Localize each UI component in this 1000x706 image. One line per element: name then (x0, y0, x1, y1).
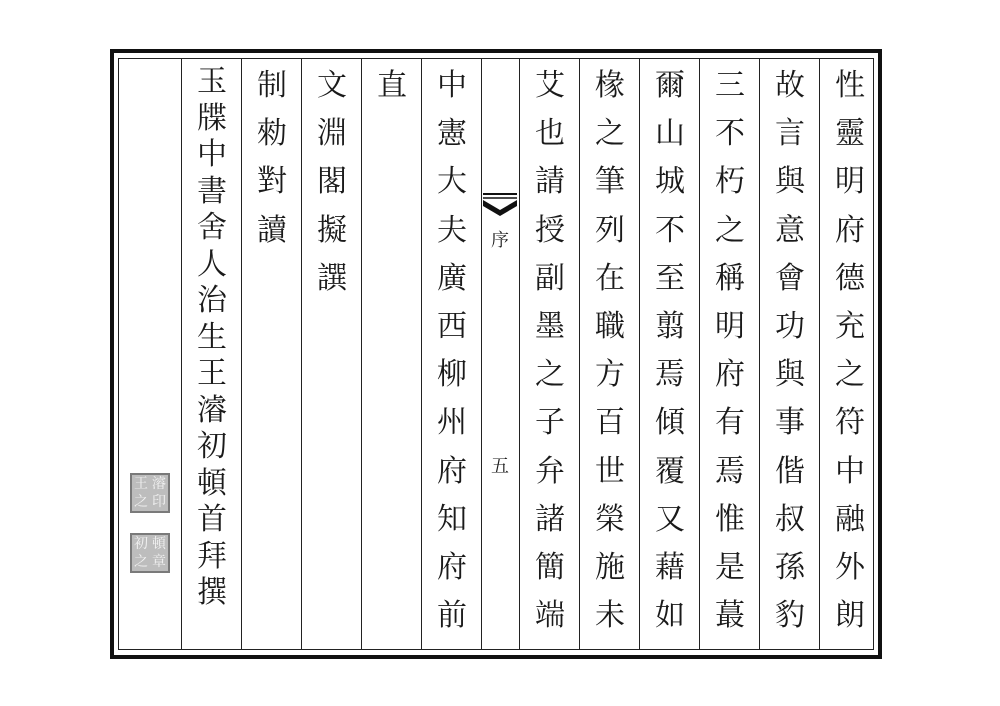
text-char: 夫 (437, 212, 467, 248)
text-char: 朗 (835, 598, 865, 634)
text-char: 中 (197, 137, 227, 173)
text-char: 未 (595, 598, 625, 634)
fishtail-ornament-icon (483, 192, 517, 218)
text-char: 生 (197, 319, 227, 355)
text-column (304, 62, 360, 303)
text-char: 言 (775, 116, 805, 152)
text-char: 會 (775, 260, 805, 296)
text-char: 治 (197, 283, 227, 319)
column-rule (181, 58, 182, 650)
text-char: 直 (377, 68, 407, 104)
text-char: 如 (655, 598, 685, 634)
text-char: 不 (655, 212, 685, 248)
text-char: 明 (715, 309, 745, 345)
text-char: 偕 (775, 453, 805, 489)
text-char: 對 (257, 164, 287, 200)
text-char: 府 (835, 212, 865, 248)
text-column (424, 62, 480, 640)
text-char: 明 (835, 164, 865, 200)
text-char: 性 (835, 68, 865, 104)
text-char: 王 (197, 356, 227, 392)
text-char: 濬 (197, 392, 227, 428)
text-char: 知 (437, 501, 467, 537)
seal-char: 之 (134, 554, 148, 570)
text-char: 孫 (775, 549, 805, 585)
text-char: 子 (535, 405, 565, 441)
seal-char: 王 (134, 476, 148, 492)
column-rule (301, 58, 302, 650)
text-column (822, 62, 878, 640)
seal-stamp (130, 533, 170, 573)
text-char: 授 (535, 212, 565, 248)
text-char: 艾 (535, 68, 565, 104)
text-char: 制 (257, 68, 287, 104)
text-char: 世 (595, 453, 625, 489)
text-char: 蕞 (715, 598, 745, 634)
text-char: 柳 (437, 357, 467, 393)
text-char: 叔 (775, 501, 805, 537)
text-char: 請 (535, 164, 565, 200)
text-char: 副 (535, 260, 565, 296)
text-char: 外 (835, 549, 865, 585)
text-char: 之 (835, 357, 865, 393)
text-char: 職 (595, 309, 625, 345)
seal-char: 頓 (152, 536, 166, 552)
center-fold-left-rule (481, 58, 482, 650)
text-char: 諸 (535, 501, 565, 537)
center-fold-right-rule (519, 58, 520, 650)
text-char: 前 (437, 598, 467, 634)
text-char: 三 (715, 68, 745, 104)
text-char: 大 (437, 164, 467, 200)
text-char: 頓 (197, 465, 227, 501)
text-char: 百 (595, 405, 625, 441)
text-column (364, 62, 420, 110)
text-char: 書 (197, 173, 227, 209)
text-char: 拜 (197, 538, 227, 574)
text-char: 稱 (715, 260, 745, 296)
text-char: 不 (715, 116, 745, 152)
text-char: 意 (775, 212, 805, 248)
text-char: 讀 (257, 212, 287, 248)
text-char: 墨 (535, 309, 565, 345)
text-char: 中 (437, 68, 467, 104)
text-char: 撰 (197, 575, 227, 611)
text-char: 德 (835, 260, 865, 296)
text-char: 舍 (197, 210, 227, 246)
column-rule (699, 58, 700, 650)
text-char: 城 (655, 164, 685, 200)
column-rule (639, 58, 640, 650)
text-char: 譔 (317, 260, 347, 296)
text-char: 玉 (197, 64, 227, 100)
text-char: 爾 (655, 68, 685, 104)
text-char: 府 (715, 357, 745, 393)
text-column (522, 62, 578, 640)
text-char: 府 (437, 549, 467, 585)
seal-char: 初 (134, 536, 148, 552)
text-column-signature (184, 64, 240, 612)
text-char: 文 (317, 68, 347, 104)
text-char: 是 (715, 549, 745, 585)
text-char: 故 (775, 68, 805, 104)
text-char: 之 (715, 212, 745, 248)
text-char: 州 (437, 405, 467, 441)
text-char: 融 (835, 501, 865, 537)
text-char: 惟 (715, 501, 745, 537)
text-char: 弁 (535, 453, 565, 489)
text-char: 筆 (595, 164, 625, 200)
text-char: 又 (655, 501, 685, 537)
text-char: 事 (775, 405, 805, 441)
seal-char: 印 (152, 494, 166, 510)
text-char: 在 (595, 260, 625, 296)
text-char: 功 (775, 309, 805, 345)
spine-section-title: 序 (491, 230, 509, 251)
text-char: 廣 (437, 260, 467, 296)
text-char: 有 (715, 405, 745, 441)
spine-page-number: 五 (491, 456, 509, 477)
text-char: 朽 (715, 164, 745, 200)
text-char: 符 (835, 405, 865, 441)
text-char: 簡 (535, 549, 565, 585)
text-char: 閣 (317, 164, 347, 200)
text-char: 之 (595, 116, 625, 152)
text-char: 牒 (197, 100, 227, 136)
seal-stamp (130, 473, 170, 513)
text-char: 與 (775, 164, 805, 200)
text-char: 傾 (655, 405, 685, 441)
text-char: 勑 (257, 116, 287, 152)
text-char: 西 (437, 309, 467, 345)
text-char: 端 (535, 598, 565, 634)
text-column (762, 62, 818, 640)
text-char: 焉 (715, 453, 745, 489)
text-char: 府 (437, 453, 467, 489)
text-column (244, 62, 300, 255)
text-char: 至 (655, 260, 685, 296)
text-char: 翦 (655, 309, 685, 345)
text-char: 施 (595, 549, 625, 585)
seal-char: 濬 (152, 476, 166, 492)
text-char: 也 (535, 116, 565, 152)
text-char: 憲 (437, 116, 467, 152)
text-char: 椽 (595, 68, 625, 104)
text-char: 豹 (775, 598, 805, 634)
text-char: 與 (775, 357, 805, 393)
text-char: 列 (595, 212, 625, 248)
seal-char: 之 (134, 494, 148, 510)
text-column (702, 62, 758, 640)
column-rule (579, 58, 580, 650)
text-char: 焉 (655, 357, 685, 393)
text-char: 初 (197, 429, 227, 465)
text-char: 方 (595, 357, 625, 393)
text-char: 充 (835, 309, 865, 345)
column-rule (759, 58, 760, 650)
text-char: 中 (835, 453, 865, 489)
text-char: 擬 (317, 212, 347, 248)
column-rule (819, 58, 820, 650)
text-char: 淵 (317, 116, 347, 152)
column-rule (241, 58, 242, 650)
text-char: 人 (197, 246, 227, 282)
text-char: 覆 (655, 453, 685, 489)
text-char: 首 (197, 502, 227, 538)
text-char: 山 (655, 116, 685, 152)
text-char: 靈 (835, 116, 865, 152)
text-column (642, 62, 698, 640)
text-char: 藉 (655, 549, 685, 585)
column-rule (361, 58, 362, 650)
column-rule (421, 58, 422, 650)
text-column (582, 62, 638, 640)
text-char: 榮 (595, 501, 625, 537)
seal-char: 章 (152, 554, 166, 570)
text-char: 之 (535, 357, 565, 393)
